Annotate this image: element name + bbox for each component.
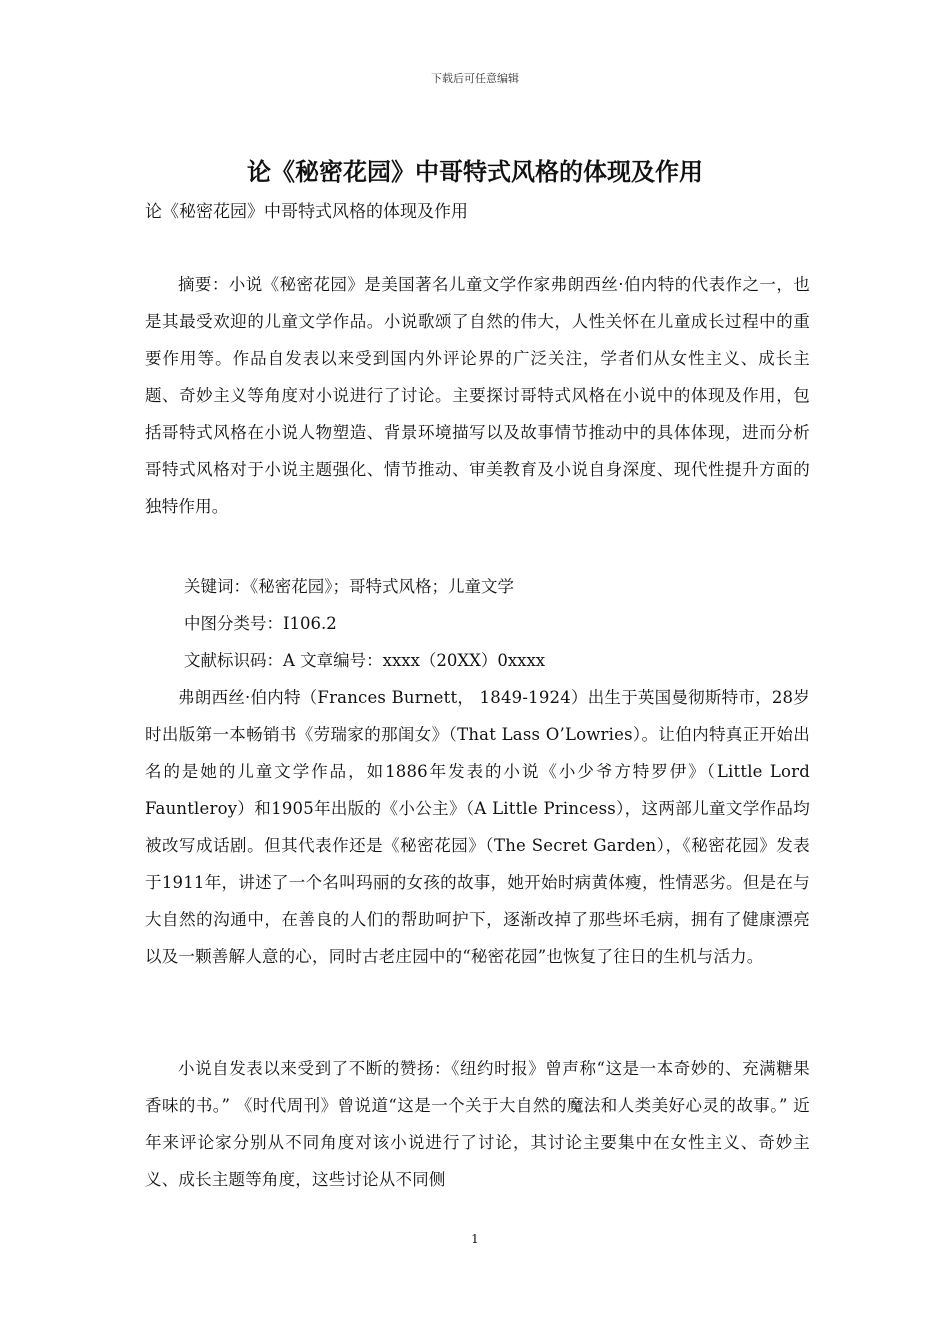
classification-line: 中图分类号：I106.2 xyxy=(184,614,337,633)
body-paragraph-1: 弗朗西丝·伯内特（Frances Burnett， 1849-1924）出生于英国曼彻斯特市，28岁时出版第一本畅销书《劳瑞家的那闺女》（That Lass O’Lowries）。让伯内特真正开始出名的是她的儿童文学作品，如1886年发表的小说《小少爷方特罗伊》（Little Lord Fauntleroy）和1905年出版的《小公主》（A Little Princess），这两部儿童文学作品均被改写成话剧。但其代表作还是《秘密花园》（The Secret Garden），《秘密花园》发表于1911年，讲述了一个名叫玛丽的女孩的故事，她开始时病黄体瘦，性情恶劣。但是在与大自然的沟通中，在善良的人们的帮助呵护下，逐渐改掉了那些坏毛病，拥有了健康漂亮以及一颗善解人意的心，同时古老庄园中的“秘密花园”也恢复了往日的生机与活力。 xyxy=(145,688,810,966)
running-header: 下载后可任意编辑 xyxy=(431,72,519,85)
keywords-line: 关键词：《秘密花园》；哥特式风格；儿童文学 xyxy=(184,577,514,596)
body-paragraph-2: 小说自发表以来受到了不断的赞扬：《纽约时报》曾声称“这是一本奇妙的、充满糖果香味的书。” 《时代周刊》曾说道“这是一个关于大自然的魔法和人类美好心灵的故事。” 近年来评论家分别从不同角度对该小说进行了讨论，其讨论主要集中在女性主义、奇妙主义、成长主题等角度，这些讨论从不同侧 xyxy=(145,1059,810,1189)
document-subtitle: 论《秘密花园》中哥特式风格的体现及作用 xyxy=(145,202,468,222)
document-title: 论《秘密花园》中哥特式风格的体现及作用 xyxy=(247,158,703,186)
abstract-paragraph: 摘要：小说《秘密花园》是美国著名儿童文学作家弗朗西丝·伯内特的代表作之一，也是其最受欢迎的儿童文学作品。小说歌颂了自然的伟大，人性关怀在儿童成长过程中的重要作用等。作品自发表以来受到国内外评论界的广泛关注，学者们从女性主义、成长主题、奇妙主义等角度对小说进行了讨论。主要探讨哥特式风格在小说中的体现及作用，包括哥特式风格在小说人物塑造、背景环境描写以及故事情节推动中的具体体现，进而分析哥特式风格对于小说主题强化、情节推动、审美教育及小说自身深度、现代性提升方面的独特作用。 xyxy=(145,275,810,516)
document-code-line: 文献标识码：A 文章编号：xxxx（20XX）0xxxx xyxy=(184,651,546,670)
page-number: 1 xyxy=(471,1232,479,1246)
